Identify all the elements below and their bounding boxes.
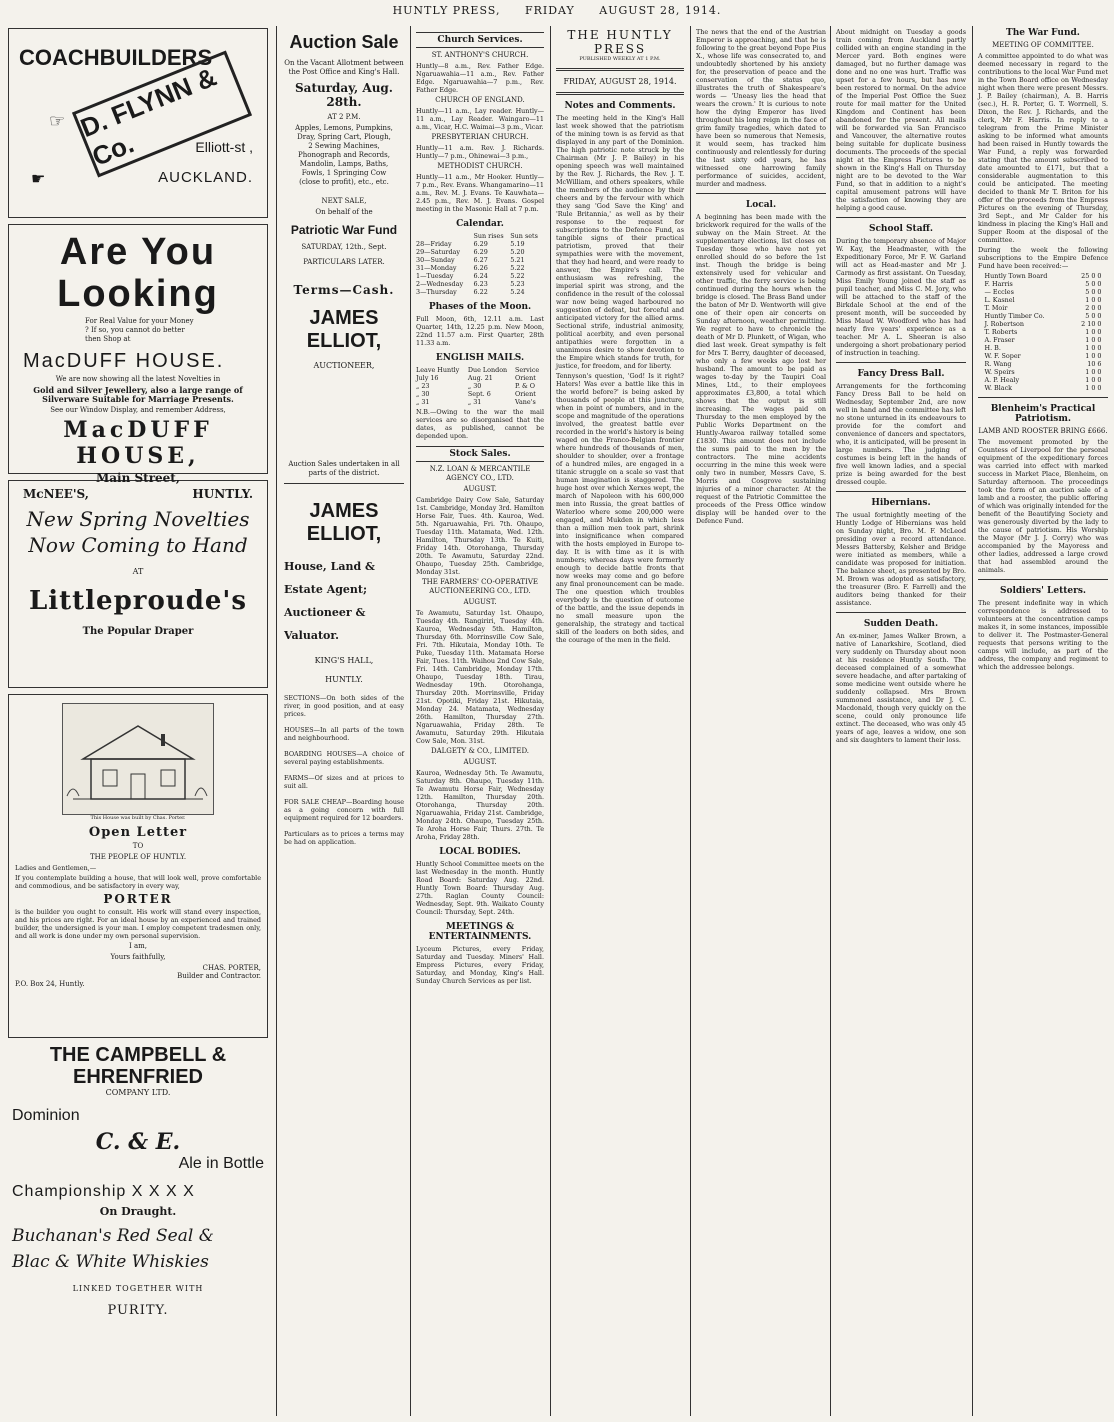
table-cell: H. B. [984, 344, 1001, 352]
houses-notice: HOUSES—In all parts of the town and neighbourhood. [284, 726, 404, 742]
pointing-hand-icon: ☞ [49, 111, 66, 132]
table-cell: Huntly Timber Co. [984, 312, 1045, 320]
kings-hall: KING'S HALL, [314, 656, 374, 665]
table-row [985, 320, 1102, 328]
subscriptions-intro: During the week the following subscriptions to the Empire Defence Fund have been received:— [978, 246, 1108, 270]
column-rule [690, 26, 691, 1416]
table-row [985, 336, 1102, 344]
news-column-2 [832, 26, 970, 1416]
divider [556, 92, 684, 95]
open-letter-yours: Yours faithfully, [110, 953, 166, 961]
editorial-paragraph-2: Tennyson's question, 'God! Is it right? Haters! Was ever a battle like this in the world before?' is being asked by thousands of people at this juncture, when in point of numbers, and in the scope and magnitude of the operations involved, the greatest battle ever recorded in the world's history is being waged on the Franco-Belgian frontier where hundreds of thousands of men, shoulder to shoulder, over a frontage of a hundred miles, are engaged in a titanic struggle on a scale so vast that human imagination is staggered. The huge host over which Xerxes wept, the march of Napoleon with his 600,000 men into Russia, the great battles of Waterloo where some 200,000 were engaged, and Mukden in which less than a million men took part, shrink into insignificance when compared with the hosts employed in Europe to-day. It is with time as it is with numbers; whereas days were formerly enough to decide battle fronts that now weeks may come and go before any final pronouncement can be made. The one question which troubles everybody is the question of outcome of the battle, and the issue depends in no small measure upon the generalship, the strategy and tactical skill of the leaders on both sides, and the courage of the men in the field. [556, 372, 684, 644]
next-sale: NEXT SALE, [321, 197, 367, 205]
table-cell: A. Fraser [984, 336, 1015, 344]
table-cell: 5.22 [510, 272, 525, 280]
auction-date: Saturday, Aug. 28th. [295, 81, 393, 109]
table-cell: W. Black [984, 384, 1013, 392]
auctioneer-name: JAMES ELLIOT, [306, 307, 382, 352]
porter-signature: CHAS. PORTER, [202, 964, 261, 972]
table-cell: 5.22 [510, 264, 525, 272]
hibernians-body: The usual fortnightly meeting of the Huntly Lodge of Hibernians was held on Sunday night, Bro. M. F. McLeod presiding over a record attendance. Messrs Battersby, Kelsher and Bridge were initiated as members, while a candidate was proposed for initiation. The balance sheet, as presented by Bro. M. Brown was adopted as satisfactory, the treasurer (Bro. F. Farrell) and the auditors being thanked for their assistance. [836, 511, 966, 607]
table-cell: Service [514, 366, 540, 374]
table-cell: 1 0 0 [1085, 328, 1102, 336]
littleproude-line-1: New Spring Novelties [26, 507, 250, 531]
auctioneer-role: AUCTIONEER, [313, 361, 375, 370]
open-letter-body-2: is the builder you ought to consult. His work will stand every inspection, and his prices are right. For an ideal house by an experienced and trained builder, the undersigned is your man. I employ competent tradesmen only, and all work is done under my own personal supervision. [15, 908, 261, 940]
table-cell: Due London [467, 366, 508, 374]
table-cell: 5 0 0 [1085, 280, 1102, 288]
england-heading: CHURCH OF ENGLAND. [435, 96, 525, 104]
macduff-house-ad [8, 224, 268, 501]
table-cell: 1 0 0 [1085, 336, 1102, 344]
table-row [985, 288, 1102, 296]
table-row [985, 368, 1102, 376]
campbell-dominion: Dominion [12, 1107, 80, 1124]
table-row [985, 272, 1102, 280]
table-cell: 30—Sunday [416, 256, 455, 264]
table-cell: „ 30 [416, 390, 430, 398]
table-row [416, 248, 544, 256]
table-row [985, 296, 1102, 304]
notes-heading: Notes and Comments. [564, 101, 676, 111]
hibernians-heading: Hibernians. [871, 498, 931, 508]
table-row [985, 312, 1102, 320]
moon-body: Full Moon, 6th, 12.11 a.m. Last Quarter, 14th, 12.25 p.m. New Moon, 22nd 11.57 a.m. First Quarter, 28th 11.33 a.m. [416, 315, 544, 347]
kings-huntly: HUNTLY. [325, 675, 363, 684]
table-row [416, 272, 544, 280]
campbell-ce: C. & E. [95, 1129, 181, 1155]
blenheim-heading: Blenheim's Practical Patriotism. [990, 404, 1096, 424]
auction-undertaken: Auction Sales undertaken in all parts of the district. [288, 460, 400, 477]
soldiers-letters-body: The present indefinite way in which correspondence is addressed to volunteers at the concentration camps makes it, in some instances, impossible to deliver it. The Postmaster-General requests that persons writing to the camps will include, as part of the address, the company and regiment to which the addressee belongs. [978, 599, 1108, 671]
table-row [416, 240, 544, 248]
house-icon [63, 704, 213, 814]
blenheim-subheading: LAMB AND ROOSTER BRING £666. [978, 427, 1108, 435]
editorial-paragraph-1: The meeting held in the King's Hall last week showed that the patriotism of the mining town is as fervid as that displayed in any part of the Dominion. The high patriotic note struck by the Chairman (Mr J. P. Bailey) in his opening speech was well maintained by the Rev. J. Richards, the Rev. J. T. McWilliam, and others speakers, while the members of the audience by their cheers and by the fervour with which they sang 'God Save the King' and 'Rule Britannia,' as well as by their response to the request for subscriptions to the Defence Fund, as tangible signs of their practical patriotism, proved that their sympathies were with the movement, that they had heard, and were ready to answer, the Empire's call. The enthusiasm was refreshing, the imperial spirit was strong, and the confidence in the result of the colossal war now being waged harboured no suggestion of defeat, but forceful and anticipated victory for the allied arms. Sectional strife, industrial animosity, political acerbity, and even personal antipathies were forgotten in a unanimous desire to show devotion to the Empire which stands for truth, for justice, for freedom, and for liberty. [556, 114, 684, 370]
table-cell: W. F. Soper [984, 352, 1021, 360]
table-row [416, 232, 544, 240]
presbyterian-heading: PRESBYTERIAN CHURCH. [431, 133, 529, 141]
st-anthony-body: Huntly—8 a.m., Rev. Father Edge. Ngaruawahia—11 a.m., Rev. Father Edge. Ngaruawahia—7 p.m., Rev. Father Edge. [416, 62, 544, 94]
masthead-day: FRIDAY [524, 4, 575, 17]
campbell-championship: Championship X X X X [12, 1183, 195, 1200]
masthead [0, 4, 1114, 17]
open-letter-body-1: If you contemplate building a house, that will look well, prove comfortable and commodious, and be satisfactory in every way, [15, 874, 261, 890]
agent-house-land: House, Land & [284, 560, 375, 573]
directory-column [412, 26, 548, 1416]
table-cell: Sept. 6 [467, 390, 491, 398]
house-caption: This House was built by Chas. Porter. [90, 815, 186, 821]
divider [836, 217, 966, 218]
calendar-heading: Calendar. [456, 219, 504, 229]
pointing-hand-icon: ☛ [31, 169, 46, 188]
table-cell: 6.29 [473, 248, 488, 256]
column-rule [830, 26, 831, 1416]
table-cell: 6.27 [473, 256, 488, 264]
campbell-purity: PURITY. [107, 1303, 169, 1318]
macduff-street: Main Street, [95, 471, 181, 485]
news-paragraphs: About midnight on Tuesday a goods train coming from Auckland partly collided with an engine standing in the Mercer yard. Both engines were damaged, but no further damage was done and no one was hurt. Traffic was upset for a few hours, but has now been restored to normal. On the advice of the Imperial Post Office the Suez route for mail matter for the United Kingdom and Continent has been abandoned for the present. All mails will be forwarded via San Francisco and Vancouver, the alternative routes being suitable for duplicate business documents. The proceeds of the special night at the Empress Pictures to be shown in the King's Hall on Thursday night are to be devoted to the War Fund, so that in addition to a night's capital amusement patrons will have the satisfaction of knowing they are helping a good cause. [836, 28, 966, 212]
table-cell: „ 31 [416, 398, 430, 406]
macduff-name-2: MacDUFF HOUSE, [63, 417, 213, 469]
table-cell: 1 0 0 [1085, 384, 1102, 392]
table-cell: 5 0 0 [1085, 312, 1102, 320]
table-cell: Aug. 21 [467, 374, 493, 382]
table-cell: 6.24 [473, 272, 488, 280]
littleproude-line-2: Now Coming to Hand [28, 533, 248, 557]
paper-title: THE HUNTLY PRESS [567, 28, 673, 56]
war-fund-body: A committee appointed to do what was deemed necessary in regard to the contributions to the local War Fund met in the Town Board office on Wednesday night when there were present Messrs. J. P. Bailey (chairman), A. B. Harris (sec.), H. R. Porter, G. T. Worrnell, S. Dixon, the Rev. J. Richards, and the clerk, Mr F. Harris. In reply to a telegram from the Prime Minister asking to be informed what amounts had been raised in Huntly towards the War Fund, a reply was forwarded stating that the amount subscribed to date amounted to £171, but that a considerable augmentation to this could be anticipated. The meeting decided to thank Mr T. Briton for his offer of the proceeds from the Empress Pictures on the evening of Thursday, 3rd Sept., and Mr Calder for his kindness in placing the King's Hall and Supper Room at the disposal of the committee. [978, 52, 1108, 244]
meetings-body: Lyceum Pictures, every Friday, Saturday and Tuesday. Miners' Hall. Empress Pictures, every Friday, Saturday, and Monday, King's Hall. Sunday Church Services as per list. [416, 945, 544, 985]
particulars-notice: Particulars as to prices a terms may be had on application. [284, 830, 404, 846]
stock-heading: Stock Sales. [416, 446, 544, 462]
terms-cash: Terms—Cash. [293, 283, 395, 297]
campbell-draught: On Draught. [99, 1205, 177, 1218]
table-cell: 2 10 0 [1081, 320, 1102, 328]
divider [836, 362, 966, 363]
presbyterian-body: Huntly—11 a.m. Rev. J. Richards. Huntly—7 p.m., Ohinewai—3 p.m., [416, 144, 544, 160]
farmers-body: Te Awamutu, Saturday 1st. Ohaupo, Tuesday 4th. Rangiriri, Tuesday 4th. Kauroa, Wednesday 5th. Hamilton, Thursday 6th. Morrinsville Cow Sale, Fri. 7th. Hikutaia, Monday 10th. Te Puke, Tuesday 11th. Matamata Horse Fair, Tues. 11th. Waihou 2nd Cow Sale, Fri. 14th. Cambridge, Monday 17th. Ohaupo, Tuesday 18th. Tirau, Wednesday 19th. Otorohanga, Thursday 20th. Morrinsville, Friday 21st. Opotiki, Friday 21st. Hikutaia, Monday 24. Matamata, Wednesday 26th. Hamilton, Thursday 27th. Ngaruawahia, Friday 28th. Te Awamutu, Saturday 29th. Hikutaia Cow Sale, Mon. 31st. [416, 609, 544, 745]
blenheim-body: The movement promoted by the Countess of Liverpool for the personal equipment of the expeditionary forces was carried into effect with marked success in Market Place, Blenheim, on Saturday afternoon. The proceedings took the form of an auction sale of a lamb and a rooster, the public offering of which was originally intended for the benefit of the Beautifying Society and was generously diverted by the lady to the cause of patriotism. His Worship the Mayor (Mr J. J. Corry) who was accompanied by the Mayoress and other ladies, addressed a large crowd that had assembled around the animals. [978, 438, 1108, 574]
macduff-town: HUNTLY. [192, 487, 253, 501]
table-cell: 10 6 [1087, 360, 1102, 368]
macduff-jewellery: Gold and Silver Jewellery, also a large range of Silverware Suitable for Marriage Presents. [33, 385, 243, 404]
table-row [985, 376, 1102, 384]
table-cell: 6.26 [473, 264, 488, 272]
patriotic-war-fund: Patriotic War Fund [290, 223, 398, 237]
news-column-1 [692, 26, 830, 1416]
porter-name: PORTER [103, 892, 173, 906]
table-row [985, 344, 1102, 352]
table-cell: 28—Friday [416, 240, 452, 248]
table-cell: 1 0 0 [1085, 352, 1102, 360]
editorial-column [552, 26, 688, 1416]
table-cell: Leave Huntly [416, 366, 460, 374]
divider [978, 397, 1108, 398]
table-row [985, 384, 1102, 392]
table-row [985, 304, 1102, 312]
column-rule [410, 26, 411, 1416]
school-staff-heading: School Staff. [868, 224, 934, 234]
table-row [416, 288, 544, 296]
masthead-date: AUGUST 28, 1914. [599, 4, 722, 17]
mails-heading: ENGLISH MAILS. [435, 353, 525, 363]
table-cell: 2—Wednesday [416, 280, 464, 288]
sudden-death-body: An ex-miner, James Walker Brown, a native of Lanarkshire, Scotland, died very suddenly on Thursday about noon at his residence Huntly South. The deceased complained of a somewhat severe headache, and after partaking of some medicine went outside where he suddenly collapsed. Mrs Brown summoned assistance, and Dr J. C. Macdonald, though very quickly on the scene, could only pronounce life extinct. The deceased, who was only 45 years of age, leaves a widow, one son and six daughters to lament their loss. [836, 632, 966, 744]
table-cell: 1 0 0 [1085, 368, 1102, 376]
fancy-dress-body: Arrangements for the forthcoming Fancy Dress Ball to be held on Wednesday, September 2nd, are now well in hand and the committee has left no stone unturned in its endeavours to provide for the comfort and convenience of dancers and spectators, who, it is anticipated, will be present in large numbers. The judging of costumes is being left in the hands of five well known ladies, and a special prize is being awarded for the best dressed couple. [836, 382, 966, 486]
table-cell: „ 23 [416, 382, 430, 390]
table-cell: 1 0 0 [1085, 296, 1102, 304]
table-cell: 6.23 [473, 280, 488, 288]
dalgety-body: Kauroa, Wednesday 5th. Te Awamutu, Saturday 8th. Ohaupo, Tuesday 11th. Te Awamutu Horse Fair, Wednesday 12th. Hamilton, Thursday 20th. Otorohanga, Thursday 20th. Ngaruawahia, Friday 21st. Cambridge, Monday 24th. Ohaupo, Tuesday 25th. Te Aroha Horse Fair, Thurs. 27th. Te Aroha, Friday 28th. [416, 769, 544, 841]
mails-table [416, 366, 544, 406]
table-cell: L. Kasnel [984, 296, 1015, 304]
local-bodies-heading: LOCAL BODIES. [439, 847, 521, 857]
table-cell: 2 0 0 [1085, 304, 1102, 312]
table-cell [416, 232, 474, 240]
agent-auctioneer: Auctioneer & [284, 606, 366, 619]
campbell-co: COMPANY LTD. [105, 1088, 171, 1097]
local-heading: Local. [745, 200, 777, 210]
farmers-month: AUGUST. [463, 598, 497, 606]
auction-sale-title: Auction Sale [289, 32, 399, 52]
next-sale-date: SATURDAY, 12th., Sept. [301, 243, 387, 251]
macduff-name: MacDUFF HOUSE. [23, 350, 225, 372]
farmers-heading: THE FARMERS' CO-OPERATIVE AUCTIONEERING CO., LTD. [422, 578, 538, 595]
boarding-notice: BOARDING HOUSES—A choice of several paying establishments. [284, 750, 404, 766]
table-cell: P. & O [514, 382, 535, 390]
meetings-heading: MEETINGS & ENTERTAINMENTS. [428, 922, 532, 942]
porter-role: Builder and Contractor. [177, 972, 261, 980]
auction-items: Apples, Lemons, Pumpkins, Dray, Spring Cart, Plough, 2 Sewing Machines, Phonograph and Records, Mandolin, Lamps, Baths, Fowls, 1 Springing Cow (close to profit), etc., etc. [295, 124, 393, 186]
dalgety-month: AUGUST. [463, 758, 497, 766]
macduff-owner: McNEE'S, [23, 487, 89, 501]
table-cell: July 16 [416, 374, 439, 382]
table-cell: J. Robertson [984, 320, 1025, 328]
table-cell: — Eccles [984, 288, 1014, 296]
farms-notice: FARMS—Of sizes and at prices to suit all. [284, 774, 404, 790]
littleproude-name: Littleproude's [28, 586, 248, 616]
table-cell: Huntly Town Board [984, 272, 1048, 280]
campbell-ale: Ale in Bottle [178, 1155, 264, 1172]
table-row [416, 390, 544, 398]
table-cell: A. P. Healy [984, 376, 1020, 384]
coach-heading: COACHBUILDERS [19, 45, 213, 70]
table-row [416, 374, 544, 382]
fancy-dress-heading: Fancy Dress Ball. [857, 369, 945, 379]
campbell-name: THE CAMPBELL & EHRENFRIED [49, 1044, 227, 1088]
littleproude-tag: The Popular Draper [82, 626, 194, 637]
porter-box: P.O. Box 24, Huntly. [15, 980, 85, 988]
macduff-lead: For Real Value for your Money ? If so, you cannot do better then Shop at [85, 317, 194, 343]
st-anthony-heading: ST. ANTHONY'S CHURCH. [431, 51, 529, 59]
table-cell: 25 0 0 [1081, 272, 1102, 280]
moon-heading: Phases of the Moon. [428, 302, 532, 312]
divider [284, 483, 404, 484]
table-cell: T. Roberts [984, 328, 1018, 336]
open-letter-iam: I am, [128, 942, 148, 950]
campbell-blac: Blac & White Whiskies [12, 1252, 209, 1272]
war-fund-subheading: MEETING OF COMMITTEE. [992, 41, 1094, 49]
table-row [416, 264, 544, 272]
england-body: Huntly—11 a.m., Lay reader. Huntly—11 a.m., Lay Reader. Waingaro—11 a.m., Vicar, H.C. Waimai—3 p.m., Vicar. [416, 107, 544, 131]
table-cell: „ 31 [467, 398, 482, 406]
campbell-linked: LINKED TOGETHER WITH [72, 1284, 204, 1293]
agent-estate: Estate Agent; [284, 583, 368, 596]
table-row [985, 280, 1102, 288]
divider [836, 612, 966, 613]
mails-note: N.B.—Owing to the war the mail services are so disorganised that the dates, as published, cannot be depended upon. [416, 408, 544, 440]
table-cell: 31—Monday [416, 264, 457, 272]
table-row [985, 352, 1102, 360]
nzloan-heading: N.Z. LOAN & MERCANTILE AGENCY CO., LTD. [429, 465, 531, 482]
war-fund-heading: The War Fund. [1006, 28, 1080, 38]
coach-name: D. FLYNN & Co. [76, 61, 221, 172]
soldiers-letters-heading: Soldiers' Letters. [999, 586, 1087, 596]
table-cell: T. Moir [984, 304, 1008, 312]
methodist-heading: METHODIST CHURCH. [437, 162, 523, 170]
littleproude-at: AT [132, 567, 144, 576]
table-cell: 5.23 [510, 280, 525, 288]
campbell-ehrenfried-ad [8, 1044, 268, 1318]
methodist-body: Huntly—11 a.m., Mr Hooker. Huntly— 7 p.m., Rev. Evans. Whangamarino—11 a.m., Rev. M. J. Evans. Te Kauwhata—2.45 p.m., Rev. M. J. Evans. Gospel meeting in the Masonic Hall at 7 p.m. [416, 173, 544, 213]
austrian-emperor-paragraph: The news that the end of the Austrian Emperor is approaching, and that he is following to the great beyond Pope Pius X., whose life was consecrated to, and undoubtedly shortened by his anxiety for, the preservation of peace and the conservation of the status quo, illustrates the truth of Shakespeare's words — 'Uneasy lies the head that wears the crown.' It is curious to note how the dying Emperor has lived throughout his long reign in the face of grim family tragedies, which dated to have been so numerous that Nemesis, it would seem, has tracked him continuously and relentlessly for during the last sixty odd years, he has witnessed one harrowing family performance of suicides, accident, murder and madness. [696, 28, 826, 188]
table-cell: Vane's [514, 398, 536, 406]
church-heading: Church Services. [416, 32, 544, 48]
open-letter-to: TO [132, 842, 144, 850]
local-paragraphs: A beginning has been made with the brickwork required for the walls of the subway on the Main Street. At the supplementary elections, list closes on Tuesday those who have not yet enrolled should do so before the 1st inst. Though the bridge is being extensively used for vehicular and other traffic, the ferry service is being continued during the hours when the bridge is closed. The Brass Band under the baton of Mr D. Wentworth will give one of their open air concerts on Sunday afternoon, weather permitting. We regret to have to chronicle the death of Mr D. Plunkett, of Wigan, who died last week. Great sympathy is felt for Mrs T. Berry, daughter of deceased, who only a few weeks ago lost her husband. The amount to be paid as wages to-day by the Taupiri Coal Mines, Ltd., to their employees approximates £3,800, a total which shows that the output is still increasing. The wages paid on Thursday to the men employed by the Public Works Department on the Huntly-Awaroa railway totalled some £1830. This amount does not include the sums paid to the men by the contractors. The mine accidents occurring in the mine this week were only two in number, Messrs Cave, S. Morris and Cosgrove sustaining injuries of a minor character. At the request of the Patriotic Committee the proceeds of the Press Office window display will be handed over to the Defence Fund. [696, 213, 826, 525]
table-cell: 1 0 0 [1085, 344, 1102, 352]
table-cell: 3—Thursday [416, 288, 457, 296]
local-bodies-body: Huntly School Committee meets on the last Wednesday in the month. Huntly Road Board: Saturday Aug. 22nd. Huntly Town Board: Thursday Aug. 27th. Raglan County Council: Wednesday, Sept. 9th. Waikato County Council: Thursday, Sept. 24th. [416, 860, 544, 916]
auction-column [280, 26, 408, 1416]
table-cell: „ 30 [467, 382, 482, 390]
subscriptions-table [985, 272, 1102, 392]
table-cell: 5.19 [510, 240, 525, 248]
table-cell: 1—Tuesday [416, 272, 454, 280]
sections-notice: SECTIONS—On both sides of the river, in good position, and at easy prices. [284, 694, 404, 718]
coach-street: Elliott-st , [195, 139, 253, 155]
table-row [416, 382, 544, 390]
table-cell: 5 0 0 [1085, 288, 1102, 296]
table-cell: 1 0 0 [1085, 376, 1102, 384]
column-rule [972, 26, 973, 1416]
table-cell: R. Wang [984, 360, 1012, 368]
campbell-buchanan: Buchanan's Red Seal & [12, 1226, 214, 1246]
auction-time: AT 2 P.M. [327, 113, 361, 121]
divider [978, 579, 1108, 580]
forsale-notice: FOR SALE CHEAP—Boarding house as a going concern with full equipment required for 12 boarders. [284, 798, 404, 822]
agent-name: JAMES ELLIOT, [306, 500, 382, 545]
nzloan-month: AUGUST. [463, 485, 497, 493]
sudden-death-heading: Sudden Death. [863, 619, 939, 629]
table-cell: Orient [514, 390, 536, 398]
table-cell: 5.21 [510, 256, 525, 264]
table-row [416, 366, 544, 374]
table-cell: F. Harris [984, 280, 1013, 288]
news-column-3 [974, 26, 1112, 1416]
divider [696, 193, 826, 194]
table-row [985, 360, 1102, 368]
coach-city: AUCKLAND. [158, 169, 253, 186]
table-cell: 6.22 [473, 288, 488, 296]
house-illustration [62, 703, 214, 815]
table-cell: 29—Saturday [416, 248, 460, 256]
divider [556, 68, 684, 71]
dalgety-heading: DALGETY & CO., LIMITED. [430, 747, 530, 755]
table-cell: 5.24 [510, 288, 525, 296]
porter-builder-ad [8, 694, 268, 1038]
table-row [985, 328, 1102, 336]
macduff-headline: Are You Looking [57, 231, 219, 315]
open-letter-greeting: Ladies and Gentlemen,— [15, 864, 97, 872]
agent-valuator: Valuator. [284, 629, 339, 642]
table-row [416, 280, 544, 288]
column-rule [276, 26, 277, 1416]
particulars-later: PARTICULARS LATER. [303, 258, 385, 266]
table-cell: 5.20 [510, 248, 525, 256]
paper-date: FRIDAY, AUGUST 28, 1914. [563, 77, 677, 86]
advertisements-column [4, 26, 272, 1416]
table-cell: W. Speirs [984, 368, 1015, 376]
nzloan-body: Cambridge Dairy Cow Sale, Saturday 1st. Cambridge, Monday 3rd. Hamilton Horse Fair, Tues. 4th. Kauroa, Wed. 5th. Ngaruawahia, Fri. 7th. Ohaupo, Tuesday 11th. Matamata, Wed. 12th. Hamilton, Thursday 13th. Te Kuiti, Friday 14th. Otorohanga, Thursday 20th. Te Awamutu, Saturday 22nd. Ohaupo, Tuesday 25th. Cambridge, Monday 31st. [416, 496, 544, 576]
divider [836, 491, 966, 492]
calendar-table [416, 232, 544, 296]
open-letter-title: Open Letter [88, 825, 188, 840]
next-sale-behalf: On behalf of the [315, 208, 373, 216]
table-cell: 6.29 [473, 240, 488, 248]
column-rule [550, 26, 551, 1416]
table-cell: Sun sets [510, 232, 538, 240]
open-letter-people: THE PEOPLE OF HUNTLY. [89, 853, 187, 861]
school-staff-body: During the temporary absence of Major W. Kay, the Headmaster, with the Expeditionary Force, Mr F. W. Garland will act as Head-master and Mr J. Carmody as first assistant. On Tuesday, Miss Emily Young joined the staff as pupil teacher, and Miss C. M. Jory, who will be attached to the staff of the Birkdale School at the end of the present month, will be succeeded by Miss Maud W. Woodford who has had nearly five years' experience as a teacher. Mr A. L. Sheeran is also undergoing a short probationary period of instruction in teaching. [836, 237, 966, 357]
table-row [416, 398, 544, 406]
table-cell: Orient [514, 374, 536, 382]
coachbuilders-ad [8, 28, 268, 218]
macduff-novelties: We are now showing all the latest Novelties in [55, 375, 221, 383]
littleproude-ad [8, 480, 268, 688]
table-row [416, 256, 544, 264]
auction-venue: On the Vacant Allotment between the Post Office and King's Hall. [284, 59, 404, 76]
paper-subtitle: PUBLISHED WEEKLY AT 1 P.M. [579, 56, 661, 62]
macduff-window: See our Window Display, and remember Address, [50, 406, 226, 414]
masthead-paper: HUNTLY PRESS, [392, 4, 501, 17]
table-cell: Sun rises [473, 232, 504, 240]
